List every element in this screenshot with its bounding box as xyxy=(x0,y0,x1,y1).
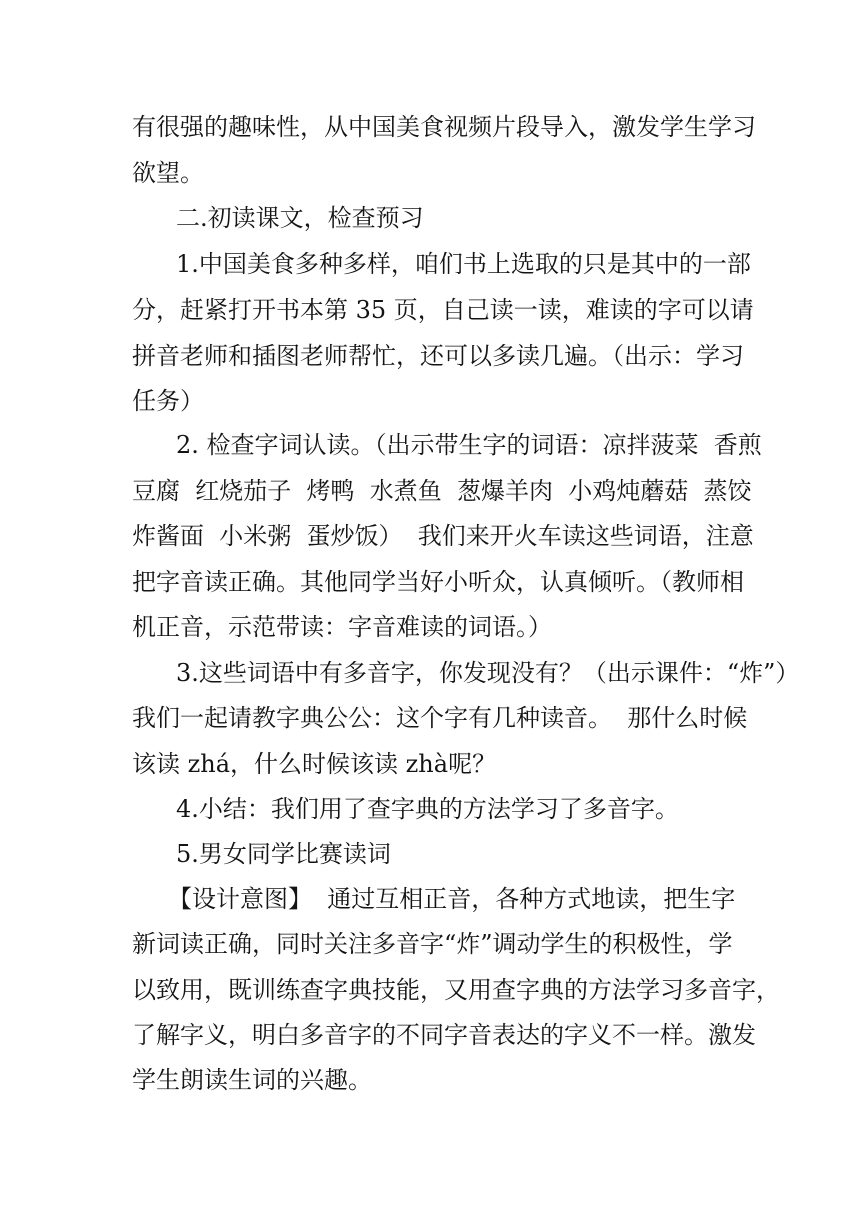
text-line: 豆腐 红烧茄子 烤鸭 水煮鱼 葱爆羊肉 小鸡炖蘑菇 蒸饺 xyxy=(132,477,752,505)
text-line: 该读 zhá，什么时候该读 zhà呢？ xyxy=(132,750,497,778)
text-line: 欲望。 xyxy=(132,159,204,187)
text-line: 任务） xyxy=(132,387,204,415)
text-line: 5.男女同学比赛读词 xyxy=(176,840,391,868)
text-line: 4.小结：我们用了查字典的方法学习了多音字。 xyxy=(176,795,679,823)
section-heading: 二.初读课文，检查预习 xyxy=(176,204,424,232)
text-line: 炸酱面 小米粥 蛋炒饭） 我们来开火车读这些词语，注意 xyxy=(132,522,754,550)
text-line: 拼音老师和插图老师帮忙，还可以多读几遍。（出示：学习 xyxy=(132,342,744,370)
text-line: 我们一起请教字典公公：这个字有几种读音。 那什么时候 xyxy=(132,704,748,732)
text-line: 3.这些词语中有多音字，你发现没有？（出示课件：“炸”） xyxy=(176,659,800,687)
text-line: 分，赶紧打开书本第 35 页，自己读一读，难读的字可以请 xyxy=(132,296,754,324)
text-line: 了解字义，明白多音字的不同字音表达的字义不一样。激发 xyxy=(132,1021,756,1049)
text-line: 2. 检查字词认读。（出示带生字的词语：凉拌菠菜 香煎 xyxy=(176,431,762,459)
text-line: 有很强的趣味性，从中国美食视频片段导入，激发学生学习 xyxy=(132,113,756,141)
design-intent-line: 【设计意图】 通过互相正音，各种方式地读，把生字 xyxy=(168,885,736,913)
text-line: 以致用，既训练查字典技能，又用查字典的方法学习多音字， xyxy=(132,976,780,1004)
text-line: 机正音，示范带读：字音难读的词语。） xyxy=(132,613,552,641)
text-line: 1.中国美食多种多样，咱们书上选取的只是其中的一部 xyxy=(176,250,751,278)
text-line: 学生朗读生词的兴趣。 xyxy=(132,1066,372,1094)
text-line: 把字音读正确。其他同学当好小听众，认真倾听。（教师相 xyxy=(132,568,744,596)
text-line: 新词读正确，同时关注多音字“炸”调动学生的积极性，学 xyxy=(132,930,733,958)
